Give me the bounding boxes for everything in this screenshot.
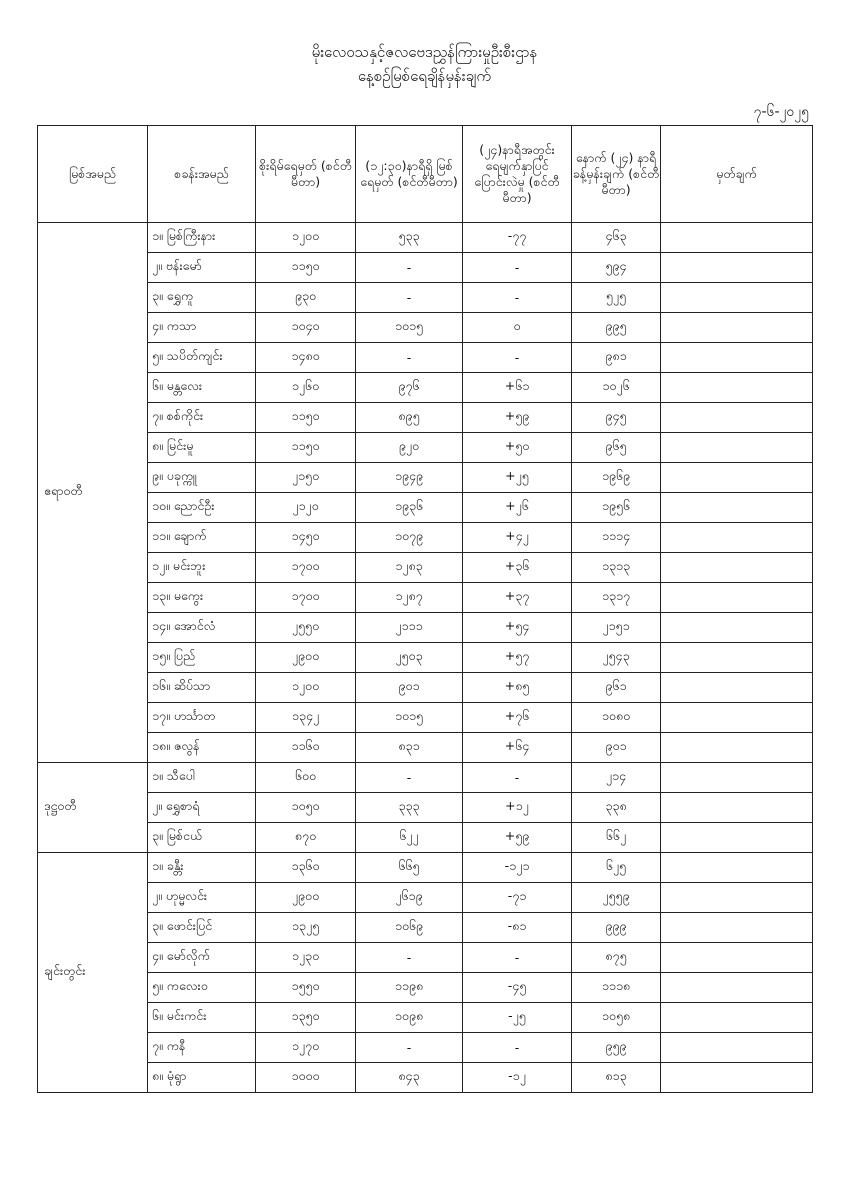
forecast-cell: ၁၉၆၉ <box>572 463 661 493</box>
table-row <box>38 313 813 343</box>
current-level-cell: ၅၃၃ <box>356 223 463 253</box>
river-name-cell: ဧရာဝတီ <box>38 223 148 763</box>
current-level-cell: ၁၀၇၉ <box>356 523 463 553</box>
danger-level-cell: ၁၁၅၀ <box>256 433 356 463</box>
current-level-cell: - <box>356 763 463 793</box>
table-row <box>38 823 813 853</box>
station-cell: ၇။ စစ်ကိုင်း <box>148 403 256 433</box>
table-row <box>38 673 813 703</box>
table-row <box>38 1063 813 1093</box>
danger-level-cell: ၁၂၃၀ <box>256 943 356 973</box>
column-header-station: စခန်းအမည် <box>148 126 256 223</box>
danger-level-cell: ၈၇၀ <box>256 823 356 853</box>
remark-cell <box>661 1033 813 1063</box>
station-cell: ၁၇။ ဟင်္သာတ <box>148 703 256 733</box>
station-cell: ၈။ မုံရွာ <box>148 1063 256 1093</box>
table-row <box>38 703 813 733</box>
level-change-cell: -၂၅ <box>463 1003 572 1033</box>
forecast-cell: ၂၁၄ <box>572 763 661 793</box>
current-level-cell: ၁၁၉၈ <box>356 973 463 1003</box>
danger-level-cell: ၁၄၅၀ <box>256 523 356 553</box>
level-change-cell: +၅၄ <box>463 613 572 643</box>
remark-cell <box>661 613 813 643</box>
forecast-cell: ၉၀၁ <box>572 733 661 763</box>
danger-level-cell: ၁၀၀၀ <box>256 1063 356 1093</box>
remark-cell <box>661 433 813 463</box>
danger-level-cell: ၁၂၀၀ <box>256 223 356 253</box>
level-change-cell: +၈၅ <box>463 673 572 703</box>
station-cell: ၂။ ရွှေစာရံ <box>148 793 256 823</box>
current-level-cell: ၁၉၃၆ <box>356 493 463 523</box>
forecast-cell: ၂၅၄၃ <box>572 643 661 673</box>
danger-level-cell: ၁၃၂၅ <box>256 913 356 943</box>
level-change-cell: +၆၁ <box>463 373 572 403</box>
level-change-cell: -၇၁ <box>463 883 572 913</box>
level-change-cell: - <box>463 763 572 793</box>
danger-level-cell: ၂၉၀၀ <box>256 883 356 913</box>
level-change-cell: - <box>463 943 572 973</box>
table-row <box>38 763 813 793</box>
table-row <box>38 583 813 613</box>
forecast-cell: ၁၀၈၀ <box>572 703 661 733</box>
table-row <box>38 943 813 973</box>
station-cell: ၆။ မင်းကင်း <box>148 1003 256 1033</box>
table-row <box>38 973 813 1003</box>
station-cell: ၁၈။ ဇလွန် <box>148 733 256 763</box>
forecast-cell: ၉၉၅ <box>572 313 661 343</box>
station-cell: ၁၃။ မကွေး <box>148 583 256 613</box>
remark-cell <box>661 853 813 883</box>
station-cell: ၆။ မန္တလေး <box>148 373 256 403</box>
remark-cell <box>661 403 813 433</box>
current-level-cell: ၈၉၅ <box>356 403 463 433</box>
level-change-cell: -၈၁ <box>463 913 572 943</box>
level-change-cell: -၁၂ <box>463 1063 572 1093</box>
table-row <box>38 793 813 823</box>
danger-level-cell: ၆၀၀ <box>256 763 356 793</box>
remark-cell <box>661 973 813 1003</box>
station-cell: ၂။ ဗန်းမော် <box>148 253 256 283</box>
current-level-cell: ၂၅၀၃ <box>356 643 463 673</box>
remark-cell <box>661 823 813 853</box>
remark-cell <box>661 883 813 913</box>
forecast-cell: ၈၁၃ <box>572 1063 661 1093</box>
table-row <box>38 463 813 493</box>
page-title: မိုးလေဝသနှင့်ဇလဗေဒညွှန်ကြားမှုဦးစီးဌာန <box>311 43 538 61</box>
level-change-cell: +၃၆ <box>463 553 572 583</box>
station-cell: ၁။ ခန္တီး <box>148 853 256 883</box>
remark-cell <box>661 733 813 763</box>
current-level-cell: ၂၁၁၁ <box>356 613 463 643</box>
table-row <box>38 403 813 433</box>
level-change-cell: +၁၂ <box>463 793 572 823</box>
level-change-cell: -၇၇ <box>463 223 572 253</box>
table-row <box>38 283 813 313</box>
level-change-cell: -၁၂၁ <box>463 853 572 883</box>
danger-level-cell: ၁၃၆၀ <box>256 853 356 883</box>
forecast-cell: ၉၆၅ <box>572 433 661 463</box>
station-cell: ၉။ ပခုက္ကူ <box>148 463 256 493</box>
level-change-cell: +၅၀ <box>463 433 572 463</box>
station-cell: ၃။ မြစ်ငယ် <box>148 823 256 853</box>
current-level-cell: ၆၂၂ <box>356 823 463 853</box>
forecast-cell: ၁၉၅၆ <box>572 493 661 523</box>
forecast-cell: ၃၃၈ <box>572 793 661 823</box>
table-row <box>38 373 813 403</box>
table-row <box>38 1033 813 1063</box>
danger-level-cell: ၁၃၄၂ <box>256 703 356 733</box>
page-subtitle: နေ့စဉ်မြစ်ရေချိန်မှန်းချက် <box>357 67 492 85</box>
current-level-cell: ၁၂၈၃ <box>356 553 463 583</box>
forecast-cell: ၉၄၅ <box>572 403 661 433</box>
forecast-cell: ၁၃၁၇ <box>572 583 661 613</box>
current-level-cell: ၁၀၁၅ <box>356 313 463 343</box>
current-level-cell: - <box>356 283 463 313</box>
table-row <box>38 913 813 943</box>
current-level-cell: ၁၀၆၉ <box>356 913 463 943</box>
remark-cell <box>661 283 813 313</box>
danger-level-cell: ၁၂၆၀ <box>256 373 356 403</box>
remark-cell <box>661 343 813 373</box>
current-level-cell: ၉၂၀ <box>356 433 463 463</box>
station-cell: ၅။ သပိတ်ကျင်း <box>148 343 256 373</box>
column-header-danger-level: စိုးရိမ်ရေမှတ် (စင်တီမီတာ) <box>256 126 356 223</box>
level-change-cell: +၅၇ <box>463 643 572 673</box>
danger-level-cell: ၁၂၇၀ <box>256 1033 356 1063</box>
danger-level-cell: ၁၃၅၀ <box>256 1003 356 1033</box>
table-header-row <box>38 126 813 223</box>
level-change-cell: - <box>463 343 572 373</box>
river-name-cell: ချင်းတွင်း <box>38 853 148 1093</box>
danger-level-cell: ၂၉၀၀ <box>256 643 356 673</box>
remark-cell <box>661 1063 813 1093</box>
current-level-cell: ၆၆၅ <box>356 853 463 883</box>
table-row <box>38 493 813 523</box>
table-row <box>38 223 813 253</box>
remark-cell <box>661 643 813 673</box>
current-level-cell: ၂၆၁၉ <box>356 883 463 913</box>
current-level-cell: ၃၃၃ <box>356 793 463 823</box>
danger-level-cell: ၁၁၅၀ <box>256 403 356 433</box>
remark-cell <box>661 1003 813 1033</box>
danger-level-cell: ၁၂၀၀ <box>256 673 356 703</box>
current-level-cell: - <box>356 1033 463 1063</box>
forecast-cell: ၁၀၅၈ <box>572 1003 661 1033</box>
current-level-cell: ၁၀၉၈ <box>356 1003 463 1033</box>
level-change-cell: +၂၆ <box>463 493 572 523</box>
remark-cell <box>661 673 813 703</box>
danger-level-cell: ၁၇၀၀ <box>256 553 356 583</box>
remark-cell <box>661 793 813 823</box>
table-row <box>38 553 813 583</box>
table-row <box>38 433 813 463</box>
column-header-forecast: နောက် (၂၄) နာရီ ခန့်မှန်းချက် (စင်တီမီတာ) <box>572 126 661 223</box>
forecast-cell: ၁၁၁၄ <box>572 523 661 553</box>
level-change-cell: - <box>463 283 572 313</box>
forecast-cell: ၅၉၄ <box>572 253 661 283</box>
danger-level-cell: ၁၇၀၀ <box>256 583 356 613</box>
table-row <box>38 613 813 643</box>
forecast-cell: ၂၁၅၁ <box>572 613 661 643</box>
level-change-cell: +၅၉ <box>463 823 572 853</box>
remark-cell <box>661 583 813 613</box>
current-level-cell: ၁၉၄၉ <box>356 463 463 493</box>
level-change-cell: - <box>463 1033 572 1063</box>
remark-cell <box>661 313 813 343</box>
column-header-change: (၂၄)နာရီအတွင်း ရေမျက်နှာပြင် ပြောင်းလဲမှု (စင်တီမီတာ) <box>463 126 572 223</box>
remark-cell <box>661 493 813 523</box>
forecast-cell: ၁၀၂၆ <box>572 373 661 403</box>
station-cell: ၁၀။ ညောင်ဦး <box>148 493 256 523</box>
remark-cell <box>661 703 813 733</box>
remark-cell <box>661 223 813 253</box>
station-cell: ၃။ ဖောင်းပြင် <box>148 913 256 943</box>
danger-level-cell: ၉၃၀ <box>256 283 356 313</box>
station-cell: ၁၅။ ပြည် <box>148 643 256 673</box>
table-row <box>38 523 813 553</box>
forecast-cell: ၉၈၁ <box>572 343 661 373</box>
danger-level-cell: ၁၁၆၀ <box>256 733 356 763</box>
current-level-cell: ၁၂၈၇ <box>356 583 463 613</box>
forecast-cell: ၅၂၅ <box>572 283 661 313</box>
station-cell: ၁။ သီပေါ <box>148 763 256 793</box>
level-change-cell: - <box>463 253 572 283</box>
danger-level-cell: ၂၁၅၀ <box>256 463 356 493</box>
report-date: ၇-၆-၂၀၂၅ <box>753 104 809 120</box>
table-row <box>38 853 813 883</box>
remark-cell <box>661 943 813 973</box>
forecast-cell: ၄၆၃ <box>572 223 661 253</box>
level-change-cell: +၂၅ <box>463 463 572 493</box>
danger-level-cell: ၁၄၈၀ <box>256 343 356 373</box>
level-change-cell: +၃၇ <box>463 583 572 613</box>
column-header-remarks: မှတ်ချက် <box>661 126 813 223</box>
table-row <box>38 883 813 913</box>
table-row <box>38 643 813 673</box>
forecast-cell: ၁၁၁၈ <box>572 973 661 1003</box>
current-level-cell: - <box>356 943 463 973</box>
river-level-table <box>37 125 813 1093</box>
level-change-cell: +၄၂ <box>463 523 572 553</box>
forecast-cell: ၆၂၅ <box>572 853 661 883</box>
station-cell: ၇။ ကနီ <box>148 1033 256 1063</box>
remark-cell <box>661 253 813 283</box>
station-cell: ၈။ မြင်းမူ <box>148 433 256 463</box>
level-change-cell: +၆၄ <box>463 733 572 763</box>
station-cell: ၃။ ရွှေကူ <box>148 283 256 313</box>
station-cell: ၄။ ကသာ <box>148 313 256 343</box>
danger-level-cell: ၁၀၅၀ <box>256 793 356 823</box>
table-row <box>38 343 813 373</box>
table-row <box>38 253 813 283</box>
forecast-cell: ၁၃၁၃ <box>572 553 661 583</box>
table-row <box>38 1003 813 1033</box>
forecast-cell: ၆၆၂ <box>572 823 661 853</box>
current-level-cell: - <box>356 343 463 373</box>
danger-level-cell: ၂၅၅၀ <box>256 613 356 643</box>
remark-cell <box>661 523 813 553</box>
column-header-river: မြစ်အမည် <box>38 126 148 223</box>
current-level-cell: ၁၀၁၅ <box>356 703 463 733</box>
level-change-cell: -၄၅ <box>463 973 572 1003</box>
level-change-cell: ၀ <box>463 313 572 343</box>
danger-level-cell: ၁၀၄၀ <box>256 313 356 343</box>
current-level-cell: ၈၃၁ <box>356 733 463 763</box>
forecast-cell: ၉၆၁ <box>572 673 661 703</box>
station-cell: ၁။ မြစ်ကြီးနား <box>148 223 256 253</box>
current-level-cell: - <box>356 253 463 283</box>
level-change-cell: +၇၆ <box>463 703 572 733</box>
river-name-cell: ဒုဋ္ဌဝတီ <box>38 763 148 853</box>
forecast-cell: ၈၇၅ <box>572 943 661 973</box>
remark-cell <box>661 913 813 943</box>
current-level-cell: ၈၄၃ <box>356 1063 463 1093</box>
danger-level-cell: ၁၅၅၀ <box>256 973 356 1003</box>
table-body <box>38 223 813 1093</box>
remark-cell <box>661 553 813 583</box>
danger-level-cell: ၂၁၂၀ <box>256 493 356 523</box>
forecast-cell: ၉၅၉ <box>572 1033 661 1063</box>
station-cell: ၁၆။ ဆိပ်သာ <box>148 673 256 703</box>
station-cell: ၄။ မော်လိုက် <box>148 943 256 973</box>
table-row <box>38 733 813 763</box>
station-cell: ၅။ ကလေးဝ <box>148 973 256 1003</box>
station-cell: ၁၂။ မင်းဘူး <box>148 553 256 583</box>
current-level-cell: ၉၇၆ <box>356 373 463 403</box>
remark-cell <box>661 463 813 493</box>
current-level-cell: ၉၀၁ <box>356 673 463 703</box>
forecast-cell: ၉၉၉ <box>572 913 661 943</box>
station-cell: ၁၁။ ချောက် <box>148 523 256 553</box>
level-change-cell: +၅၉ <box>463 403 572 433</box>
danger-level-cell: ၁၁၅၀ <box>256 253 356 283</box>
column-header-current-level: (၁၂:၃၀)နာရီရှိ မြစ်ရေမှတ် (စင်တီမီတာ) <box>356 126 463 223</box>
station-cell: ၂။ ဟုမ္မလင်း <box>148 883 256 913</box>
remark-cell <box>661 373 813 403</box>
station-cell: ၁၄။ အောင်လံ <box>148 613 256 643</box>
forecast-cell: ၂၅၅၉ <box>572 883 661 913</box>
remark-cell <box>661 763 813 793</box>
